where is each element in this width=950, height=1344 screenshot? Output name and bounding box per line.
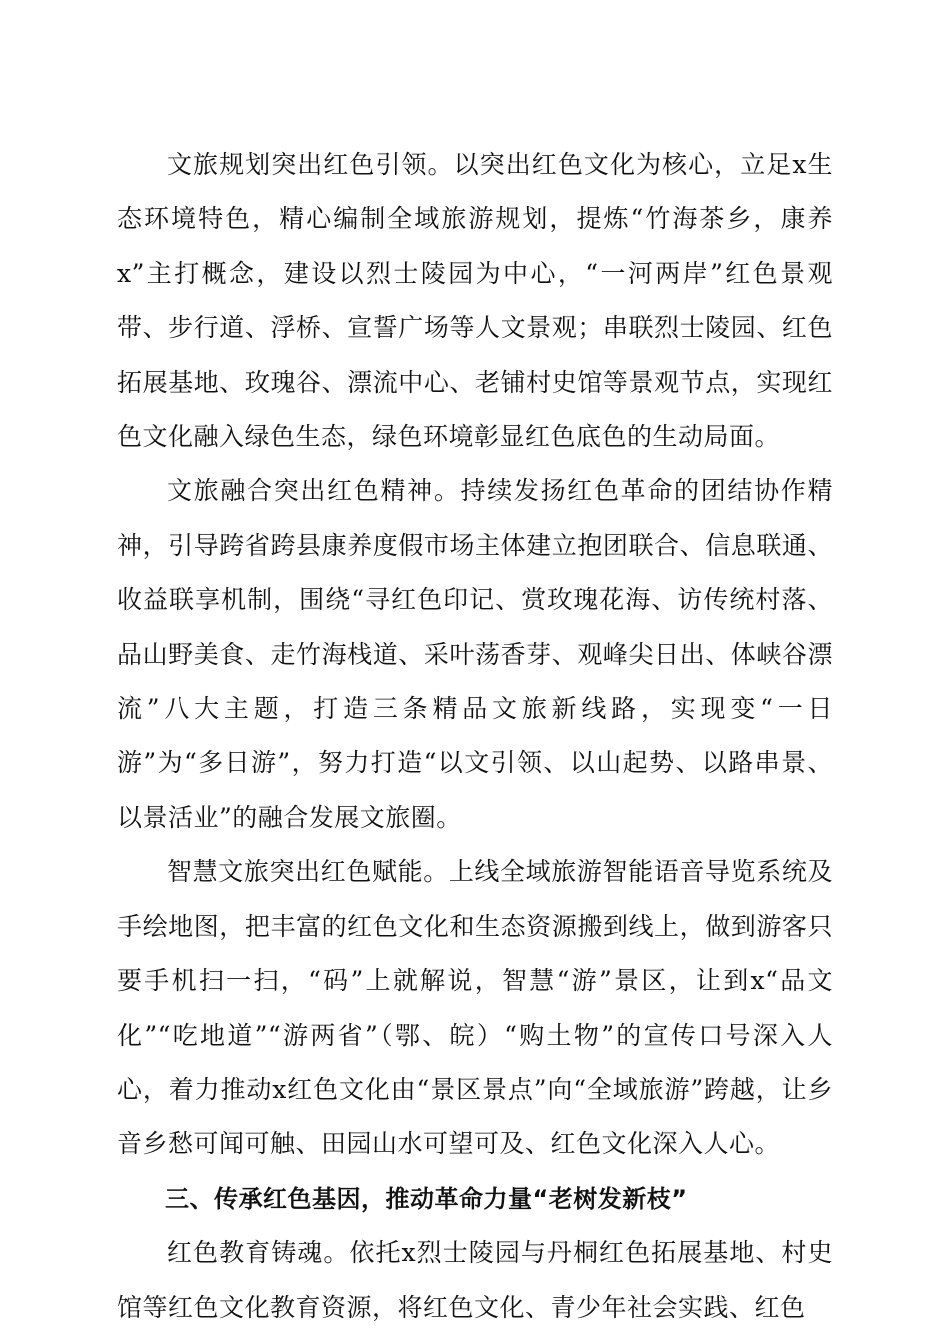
paragraph-red-guidance: 文旅规划突出红色引领。以突出红色文化为核心，立足x生态环境特色，精心编制全域旅游规划，提炼“竹海茶乡，康养x”主打概念，建设以烈士陵园为中心，“一河两岸”红色景观带、步行道、浮桥、宣誓广场等人文景观；串联烈士陵园、红色拓展基地、玫瑰谷、漂流中心、老铺村史馆等景观节点，实现红色文化融入绿色生态，绿色环境彰显红色底色的生动局面。 [117, 150, 833, 452]
paragraph-red-empowerment: 智慧文旅突出红色赋能。上线全域旅游智能语音导览系统及手绘地图，把丰富的红色文化和生态资源搬到线上，做到游客只要手机扫一扫，“码”上就解说，智慧“游”景区，让到x“品文化”“吃地道”“游两省”（鄂、皖）“购土物”的宣传口号深入人心，着力推动x红色文化由“景区景点”向“全域旅游”跨越，让乡音乡愁可闻可触、田园山水可望可及、红色文化深入人心。 [117, 857, 833, 1159]
paragraph-red-education: 红色教育铸魂。依托x烈士陵园与丹桐红色拓展基地、村史馆等红色文化教育资源，将红色文化、青少年社会实践、红色 [117, 1238, 833, 1322]
section-heading: 三、传承红色基因，推动革命力量“老树发新枝” [165, 1184, 688, 1213]
document-body [117, 138, 833, 1335]
paragraph-red-spirit: 文旅融合突出红色精神。持续发扬红色革命的团结协作精神，引导跨省跨县康养度假市场主体建立抱团联合、信息联通、收益联享机制，围绕“寻红色印记、赏玫瑰花海、访传统村落、品山野美食、走竹海栈道、采叶荡香芽、观峰尖日出、体峡谷漂流”八大主题，打造三条精品文旅新线路，实现变“一日游”为“多日游”，努力打造“以文引领、以山起势、以路串景、以景活业”的融合发展文旅圈。 [117, 476, 833, 832]
